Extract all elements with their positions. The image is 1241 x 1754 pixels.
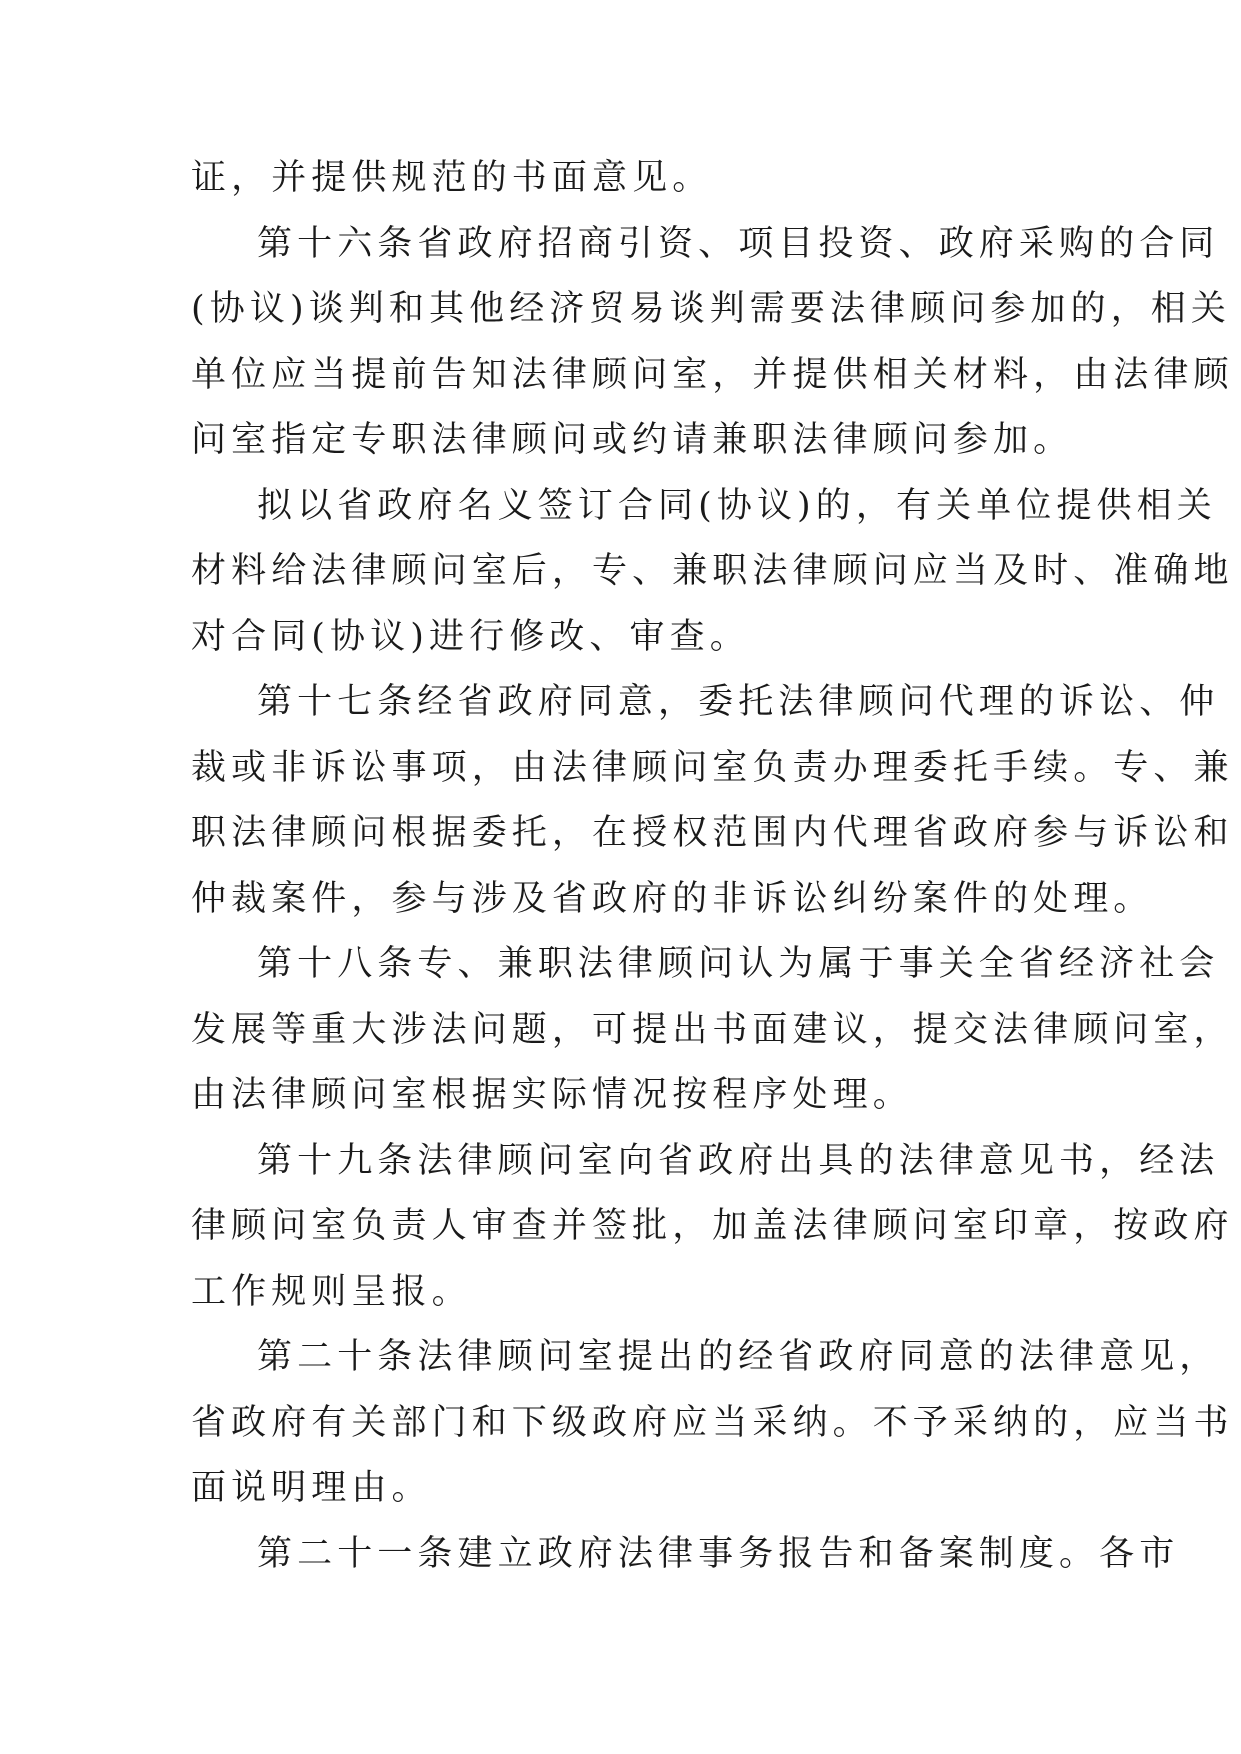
text-line: 对合同(协议)进行修改、审查。: [191, 616, 750, 657]
text-line: 由法律顾问室根据实际情况按程序处理。: [191, 1075, 913, 1115]
text-line: 第十九条法律顾问室向省政府出具的法律意见书，经法: [257, 1140, 1220, 1181]
text-line: (协议)谈判和其他经济贸易谈判需要法律顾问参加的，相关: [191, 289, 1232, 329]
text-line: 材料给法律顾问室后，专、兼职法律顾问应当及时、准确地: [191, 551, 1234, 591]
paragraph-article-16: [191, 212, 1234, 474]
text-line: 单位应当提前告知法律顾问室，并提供相关材料，由法律顾: [191, 354, 1234, 395]
text-line: 证，并提供规范的书面意见。: [191, 158, 713, 198]
paragraph-contract-signing: [191, 474, 1234, 671]
text-line: 第十六条省政府招商引资、项目投资、政府采购的合同: [257, 223, 1220, 264]
text-line: 第十七条经省政府同意，委托法律顾问代理的诉讼、仲: [257, 682, 1220, 722]
text-line: 第十八条专、兼职法律顾问认为属于事关全省经济社会: [257, 944, 1220, 984]
text-line: 工作规则呈报。: [191, 1271, 472, 1312]
text-line: 发展等重大涉法问题，可提出书面建议，提交法律顾问室，: [191, 1009, 1234, 1050]
paragraph-article-18: [191, 932, 1234, 1129]
paragraph-article-21: [191, 1522, 1180, 1588]
text-line: 裁或非诉讼事项，由法律顾问室负责办理委托手续。专、兼: [191, 747, 1234, 788]
text-line: 第二十条法律顾问室提出的经省政府同意的法律意见，: [257, 1337, 1220, 1377]
text-line: 仲裁案件，参与涉及省政府的非诉讼纠纷案件的处理。: [191, 878, 1154, 919]
text-line: 第二十一条建立政府法律事务报告和备案制度。各市: [257, 1533, 1180, 1574]
paragraph-article-17: [191, 670, 1234, 932]
text-line: 面说明理由。: [191, 1468, 432, 1508]
text-line: 律顾问室负责人审查并签批，加盖法律顾问室印章，按政府: [191, 1206, 1234, 1246]
paragraph-article-20: [191, 1325, 1234, 1522]
document-body: [191, 146, 1234, 1587]
text-line: 拟以省政府名义签订合同(协议)的，有关单位提供相关: [257, 485, 1217, 526]
text-line: 职法律顾问根据委托，在授权范围内代理省政府参与诉讼和: [191, 813, 1234, 853]
paragraph-article-19: [191, 1129, 1234, 1326]
text-line: 问室指定专职法律顾问或约请兼职法律顾问参加。: [191, 420, 1074, 460]
text-line: 省政府有关部门和下级政府应当采纳。不予采纳的，应当书: [191, 1402, 1234, 1443]
paragraph-continuation: [191, 146, 1056, 212]
